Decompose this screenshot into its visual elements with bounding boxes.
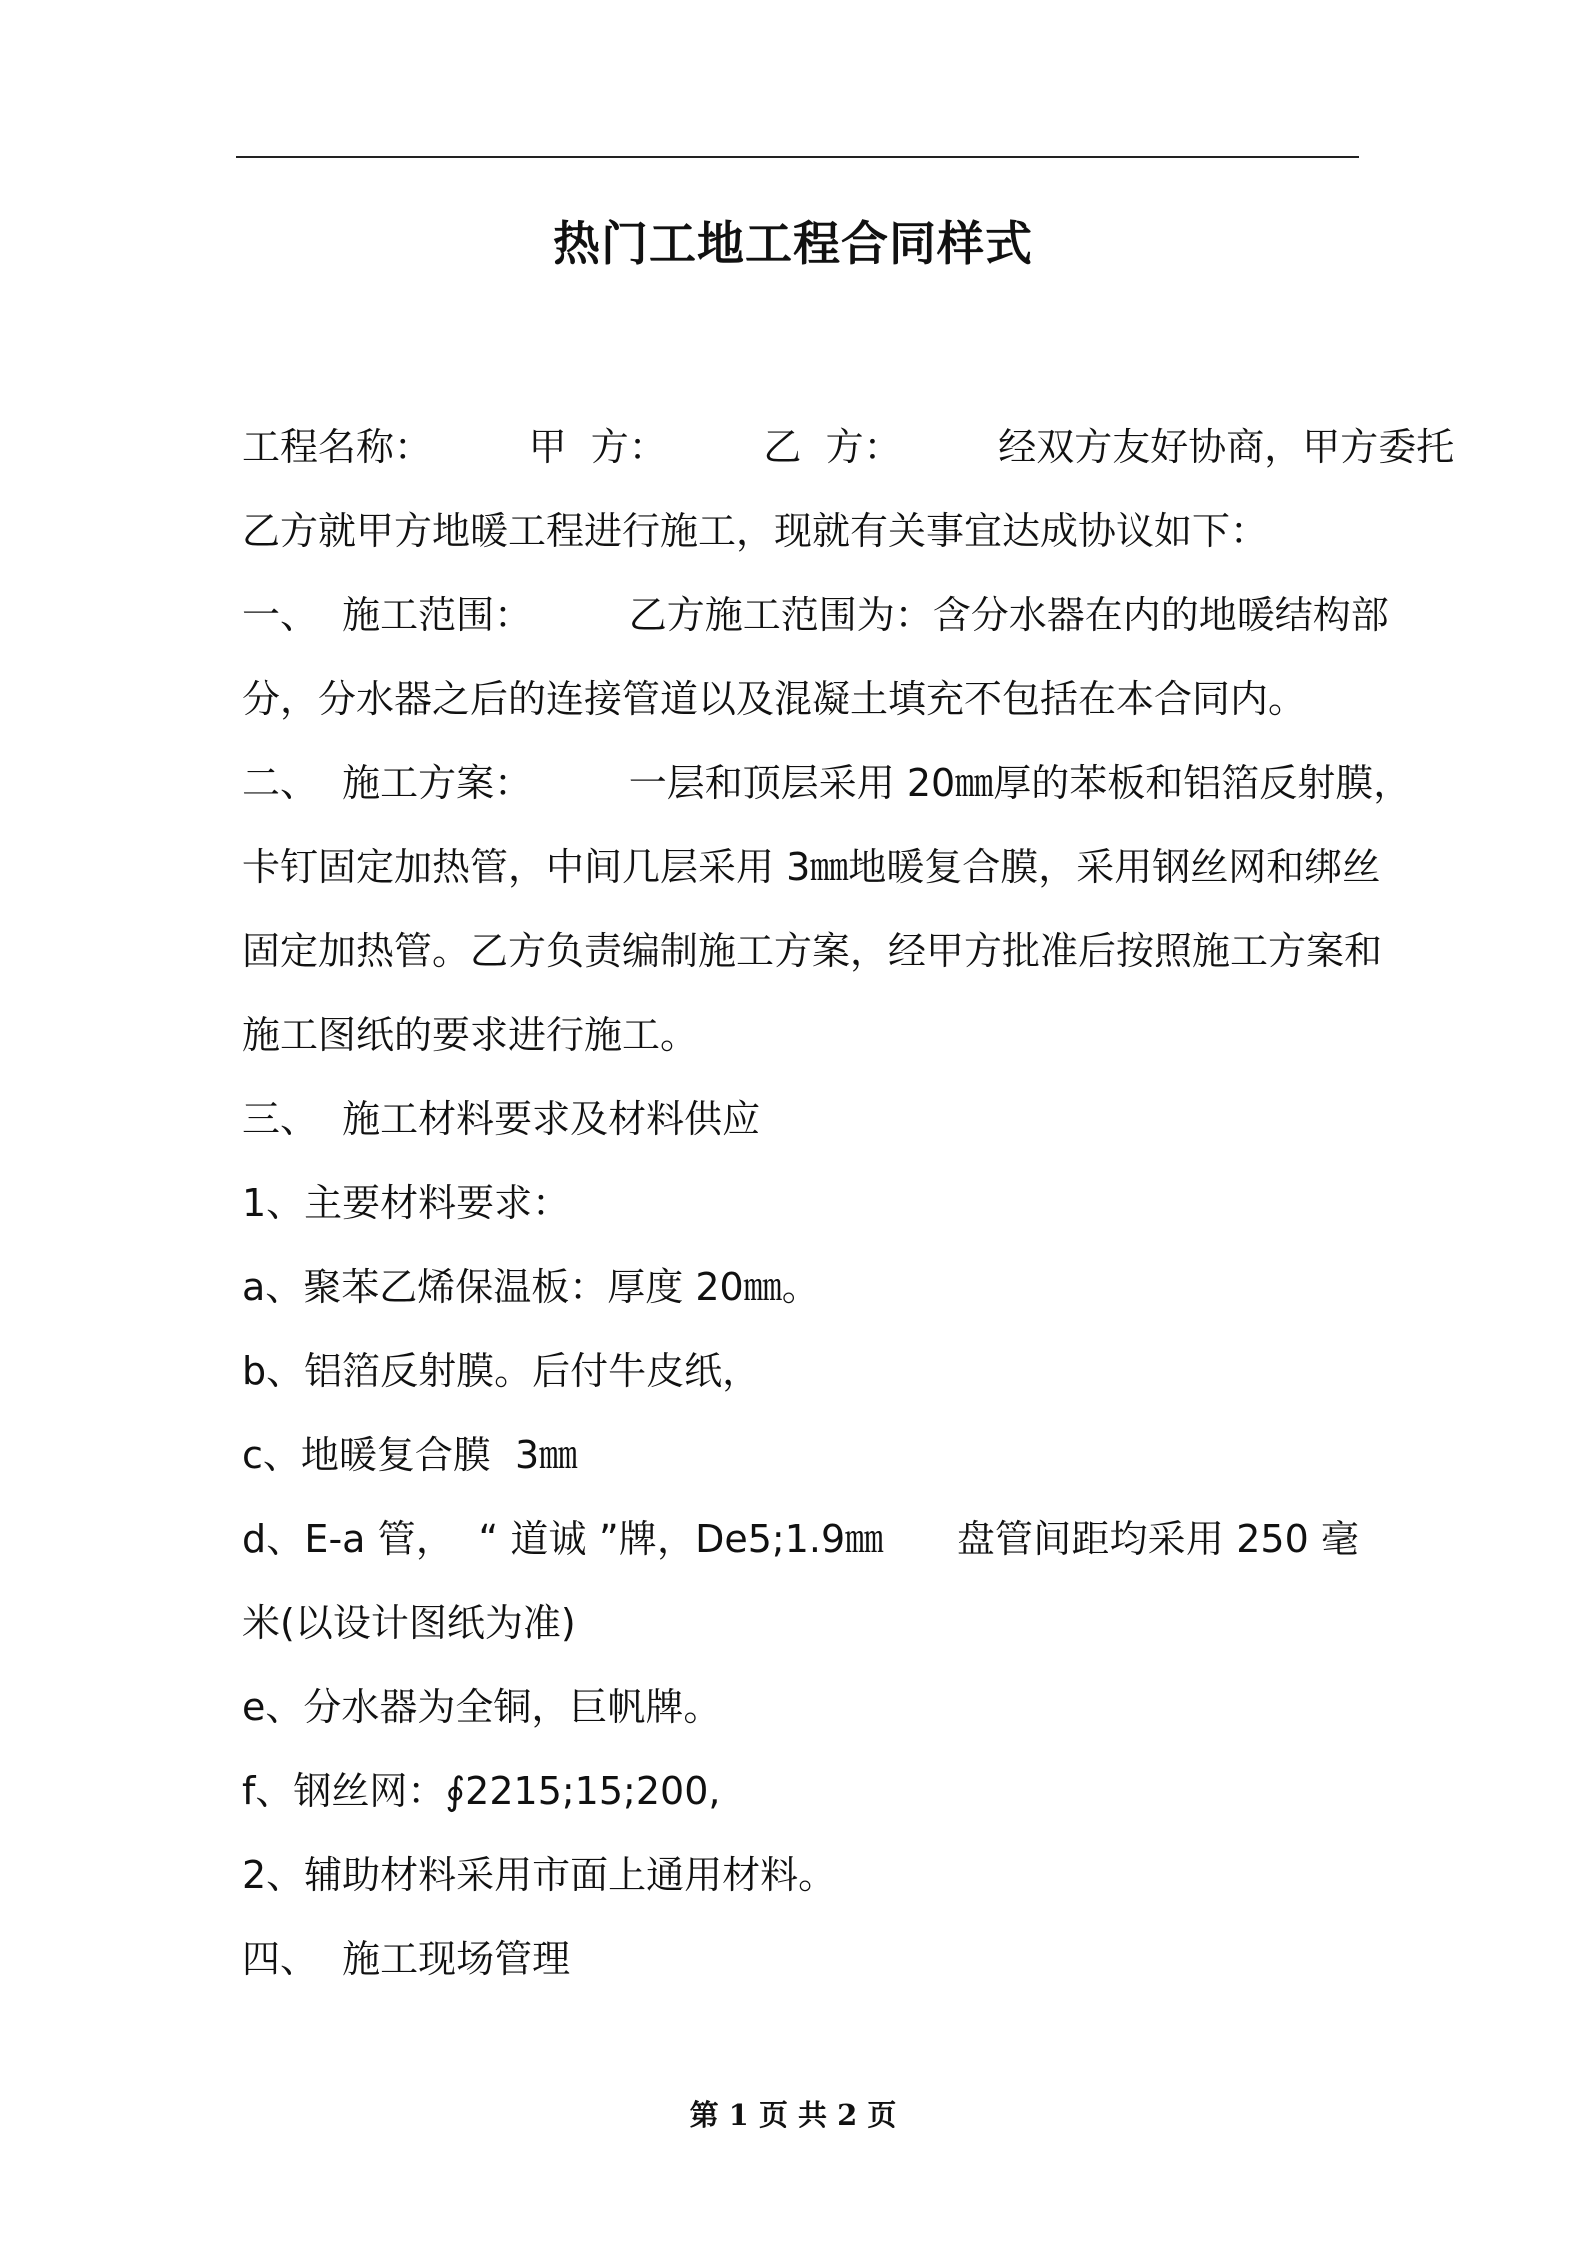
list-item: d、E-a 管， “ 道诚 ”牌，De5;1.9㎜ 盘管间距均采用 250 毫 [242,1517,1359,1561]
document-body [242,405,1455,2001]
section-heading: 三、 施工材料要求及材料供应 [242,1097,761,1141]
list-item: b、铝箔反射膜。后付牛皮纸， [242,1349,761,1393]
body-line: 工程名称： 甲 方： 乙 方： 经双方友好协商，甲方委托 [242,425,1455,469]
body-line: 分，分水器之后的连接管道以及混凝土填充不包括在本合同内。 [242,677,1307,721]
body-line: 1、主要材料要求： [242,1181,571,1225]
body-line: 固定加热管。乙方负责编制施工方案，经甲方批准后按照施工方案和 [242,929,1383,973]
body-line: 卡钉固定加热管，中间几层采用 3㎜地暖复合膜，采用钢丝网和绑丝 [242,845,1381,889]
body-line: 乙方就甲方地暖工程进行施工，现就有关事宜达成协议如下： [242,509,1269,553]
list-item: e、分水器为全铜，巨帆牌。 [242,1685,722,1729]
body-line: 一、 施工范围： 乙方施工范围为：含分水器在内的地暖结构部 [242,593,1389,637]
document-title: 热门工地工程合同样式 [553,217,1033,272]
page-number-footer: 第 1 页 共 2 页 [689,2098,897,2132]
body-line: 二、 施工方案： 一层和顶层采用 20㎜厚的苯板和铝箔反射膜， [242,761,1412,805]
body-line: 施工图纸的要求进行施工。 [242,1013,699,1057]
list-item-continuation: 米(以设计图纸为准) [242,1601,576,1645]
list-item: a、聚苯乙烯保温板：厚度 20㎜。 [242,1265,820,1309]
list-item: c、地暖复合膜 3㎜ [242,1433,578,1477]
list-item: f、钢丝网：∮2215;15;200, [242,1769,721,1813]
header-divider [236,156,1359,158]
body-line: 2、辅助材料采用市面上通用材料。 [242,1853,837,1897]
section-heading: 四、 施工现场管理 [242,1937,571,1981]
